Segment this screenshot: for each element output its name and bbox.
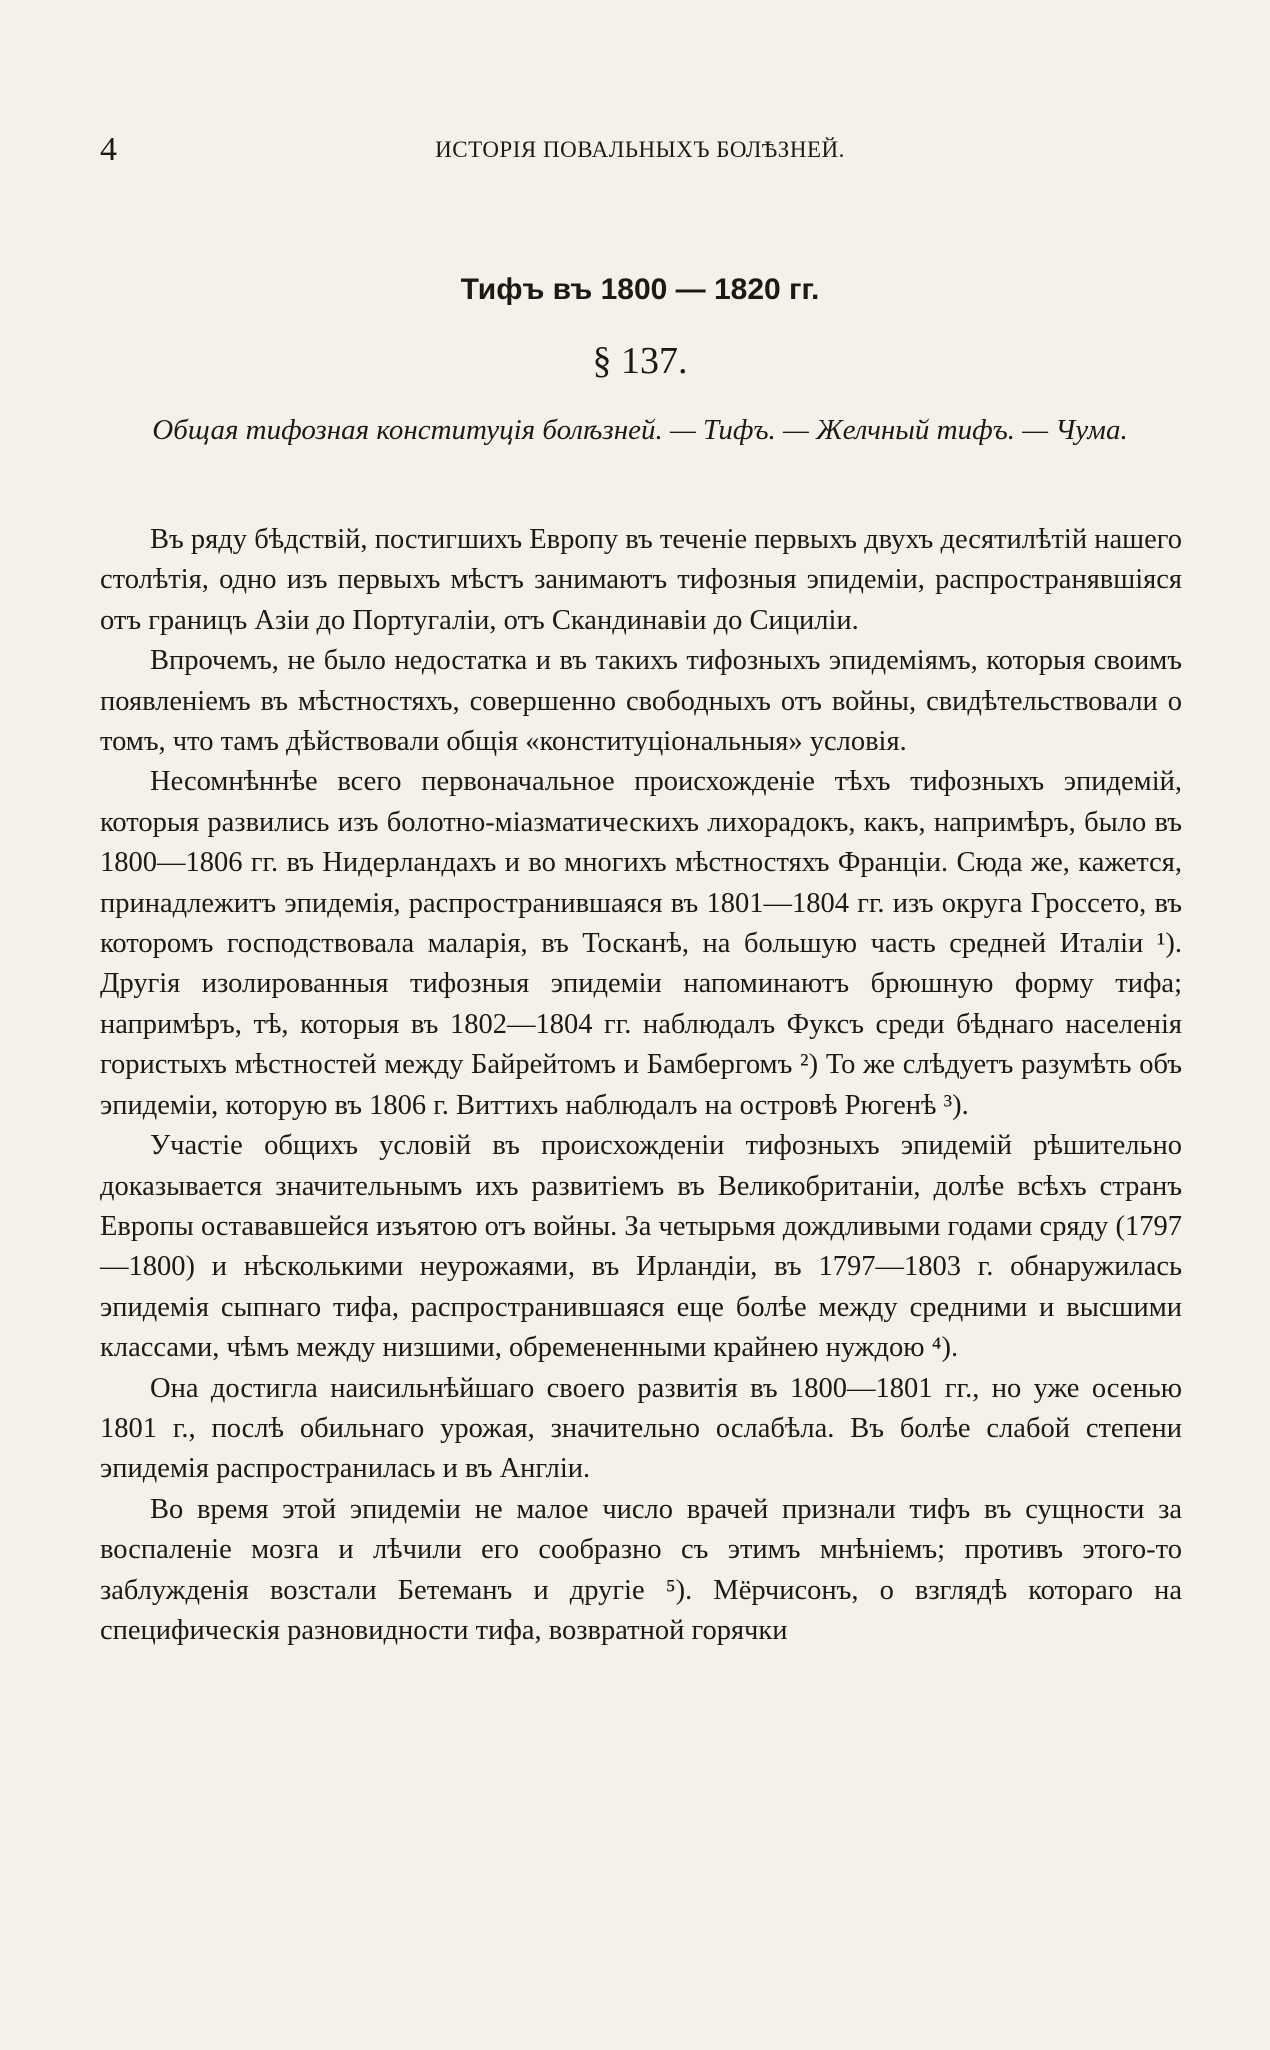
- section-number: § 137.: [592, 340, 688, 382]
- paragraph: Несомнѣннѣе всего первоначальное происхожденіе тѣхъ тифозныхъ эпидемій, которыя развились изъ болотно-міазматическихъ лихорадокъ, какъ, напримѣръ, было въ 1800—1806 гг. въ Нидерландахъ и во многихъ мѣстностяхъ Франціи. Сюда же, кажется, принадлежитъ эпидемія, распространившаяся въ 1801—1804 гг. изъ округа Гроссето, въ которомъ господствовала маларія, въ Тосканѣ, на большую часть средней Италіи ¹). Другія изолированныя тифозныя эпидеміи напоминаютъ брюшную форму тифа; напримѣръ, тѣ, которыя въ 1802—1804 гг. наблюдалъ Фуксъ среди бѣднаго населенія гористыхъ мѣстностей между Байрейтомъ и Бамбергомъ ²) То же слѣдуетъ разумѣть объ эпидеміи, которую въ 1806 г. Виттихъ наблюдалъ на островѣ Рюгенѣ ³).: [100, 766, 1182, 1121]
- section-subtitle: Общая тифозная конституція болѣзней. — Тифъ. — Желчный тифъ. — Чума.: [152, 414, 1128, 446]
- running-head: [100, 130, 1180, 170]
- page-number: 4: [100, 131, 117, 168]
- paragraph: Участіе общихъ условій въ происхожденіи тифозныхъ эпидемій рѣшительно доказывается значительнымъ ихъ развитіемъ въ Великобританіи, долѣе всѣхъ странъ Европы остававшейся изъятою отъ войны. За четырьмя дождливыми годами сряду (1797—1800) и нѣсколькими неурожаями, въ Ирландіи, въ 1797—1803 г. обнаружилась эпидемія сыпнаго тифа, распространившаяся еще болѣе между средними и высшими классами, чѣмъ между низшими, обремененными крайнею нуждою ⁴).: [100, 1130, 1182, 1364]
- paragraph: Во время этой эпидеміи не малое число врачей признали тифъ въ сущности за воспаленіе мозга и лѣчили его сообразно съ этимъ мнѣніемъ; противъ этого-то заблужденія возстали Бетеманъ и другіе ⁵). Мёрчисонъ, о взглядѣ котораго на специфическія разновидности тифа, возвратной горячки: [100, 1493, 1182, 1646]
- section-title: Тифъ въ 1800 — 1820 гг.: [460, 273, 820, 306]
- running-title: ИСТОРІЯ ПОВАЛЬНЫХЪ БОЛѢЗНЕЙ.: [435, 137, 845, 162]
- body-text: [100, 520, 1182, 1651]
- paragraph: Въ ряду бѣдствій, постигшихъ Европу въ теченіе первыхъ двухъ десятилѣтій нашего столѣтія, одно изъ первыхъ мѣстъ занимаютъ тифозныя эпидеміи, распространявшіяся отъ границъ Азіи до Португаліи, отъ Скандинавіи до Сициліи.: [100, 524, 1182, 636]
- paragraph: Впрочемъ, не было недостатка и въ такихъ тифозныхъ эпидеміямъ, которыя своимъ появленіемъ въ мѣстностяхъ, совершенно свободныхъ отъ войны, свидѣтельствовали о томъ, что тамъ дѣйствовали общія «конституціональныя» условія.: [100, 645, 1182, 758]
- paragraph: Она достигла наисильнѣйшаго своего развитія въ 1800—1801 гг., но уже осенью 1801 г., послѣ обильнаго урожая, значительно ослабѣла. Въ болѣе слабой степени эпидемія распространилась и въ Англіи.: [100, 1372, 1182, 1485]
